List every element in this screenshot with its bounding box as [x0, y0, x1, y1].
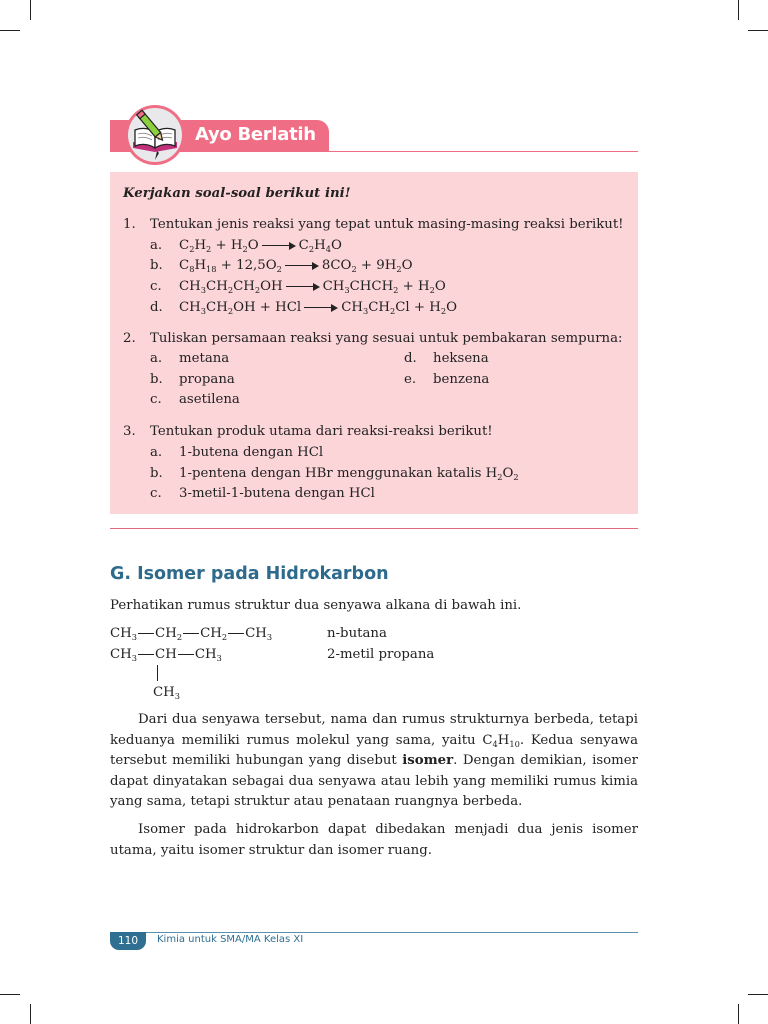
item-text: 1-butena dengan HCl — [179, 445, 324, 460]
paragraph-isomer-definition: Dari dua senyawa tersebut, nama dan rumus strukturnya berbeda, tetapi keduanya memiliki rumus molekul yang sama, yaitu $C_4H_{10}$. Kedua senyawa tersebut memiliki hubungan yang disebut isomer. Dengan demikian, isomer dapat dinyatakan sebagai dua senyawa atau lebih yang memiliki rumus kimia yang sama, tetapi struktur atau penataan ruangnya berbeda. — [110, 712, 638, 810]
crop-mark — [30, 1004, 31, 1024]
crop-mark — [0, 994, 20, 995]
footer-line — [146, 932, 638, 933]
methyl-branch: $CH_3$ — [153, 685, 181, 701]
item-letter: a. — [150, 445, 163, 460]
question-number: 2. — [123, 331, 136, 346]
crop-mark — [738, 0, 739, 20]
crop-mark — [748, 30, 768, 31]
box-divider — [110, 528, 638, 529]
paragraph-isomer-types: Isomer pada hidrokarbon dapat dibedakan menjadi dua jenis isomer utama, yaitu isomer struktur dan isomer ruang. — [110, 822, 638, 858]
book-pencil-icon — [124, 104, 186, 166]
compound-name: n-butana — [327, 626, 387, 641]
crop-mark — [738, 1004, 739, 1024]
section-intro: Perhatikan rumus struktur dua senyawa alkana di bawah ini. — [110, 598, 522, 613]
item-letter: a. — [150, 238, 163, 253]
item-text-main: 1-pentena dengan HBr menggunakan katalis H — [179, 466, 498, 481]
crop-mark — [30, 0, 31, 20]
question-text: Tuliskan persamaan reaksi yang sesuai untuk pembakaran sempurna: — [150, 331, 623, 346]
item-letter: c. — [150, 486, 162, 501]
item-letter: b. — [150, 466, 163, 481]
reaction-equation: $CH_3CH_2CH_2OH$ $CH_3CHCH_2 + H_2O$ — [179, 279, 446, 295]
term-isomer: isomer — [402, 753, 454, 769]
question-text: Tentukan produk utama dari reaksi-reaksi berikut! — [150, 424, 493, 439]
vertical-bond — [157, 665, 158, 681]
item-text: metana — [179, 351, 230, 366]
reaction-equation: $C_8H_{18} + 12,5O_2$ $8CO_2 + 9H_2O$ — [179, 258, 413, 274]
item-letter: b. — [150, 258, 163, 273]
question-number: 1. — [123, 217, 136, 232]
item-text: 1-pentena dengan HBr menggunakan katalis $H_2O_2$ — [179, 466, 519, 482]
item-letter: c. — [150, 392, 162, 407]
item-letter: b. — [150, 372, 163, 387]
badge-underline — [110, 151, 638, 152]
item-letter: a. — [150, 351, 163, 366]
item-letter: d. — [404, 351, 417, 366]
badge-title: Ayo Berlatih — [195, 124, 316, 145]
para1-part-a: Dari dua senyawa tersebut, nama dan rumus strukturnya berbeda, tetapi keduanya memiliki rumus molekul yang sama, yaitu C — [110, 712, 638, 748]
item-text: propana — [179, 372, 235, 387]
para1-part-b: . Kedua senyawa tersebut memiliki hubungan yang disebut — [110, 732, 638, 769]
item-letter: c. — [150, 279, 162, 294]
exercise-instruction: Kerjakan soal-soal berikut ini! — [123, 186, 351, 201]
question-text: Tentukan jenis reaksi yang tepat untuk masing-masing reaksi berikut! — [150, 217, 624, 232]
item-text: asetilena — [179, 392, 240, 407]
item-text: benzena — [433, 372, 490, 387]
para1-part-c: . Dengan demikian, isomer dapat dinyatakan sebagai dua senyawa atau lebih yang memiliki rumus kimia yang sama, tetapi struktur atau penataan ruangnya berbeda. — [110, 753, 638, 810]
item-text: 3-metil-1-butena dengan HCl — [179, 486, 375, 501]
question-number: 3. — [123, 424, 136, 439]
footer-book-title: Kimia untuk SMA/MA Kelas XI — [157, 934, 304, 945]
crop-mark — [0, 30, 20, 31]
reaction-equation: $C_2H_2 + H_2O$ $C_2H_4O$ — [179, 238, 342, 254]
compound-name: 2-metil propana — [327, 647, 435, 662]
reaction-equation: $CH_3CH_2OH$ + HCl $CH_3CH_2Cl + H_2O$ — [179, 300, 458, 316]
item-letter: e. — [404, 372, 417, 387]
structural-formula-2-metil-propana: $CH_3$ CH $CH_3$ — [110, 647, 222, 663]
crop-mark — [748, 994, 768, 995]
section-title: G. Isomer pada Hidrokarbon — [110, 564, 389, 584]
structural-formula-n-butana: $CH_3$ $CH_2$ $CH_2$ $CH_3$ — [110, 626, 273, 642]
item-text: heksena — [433, 351, 489, 366]
page-number: 110 — [110, 932, 146, 950]
item-letter: d. — [150, 300, 163, 315]
